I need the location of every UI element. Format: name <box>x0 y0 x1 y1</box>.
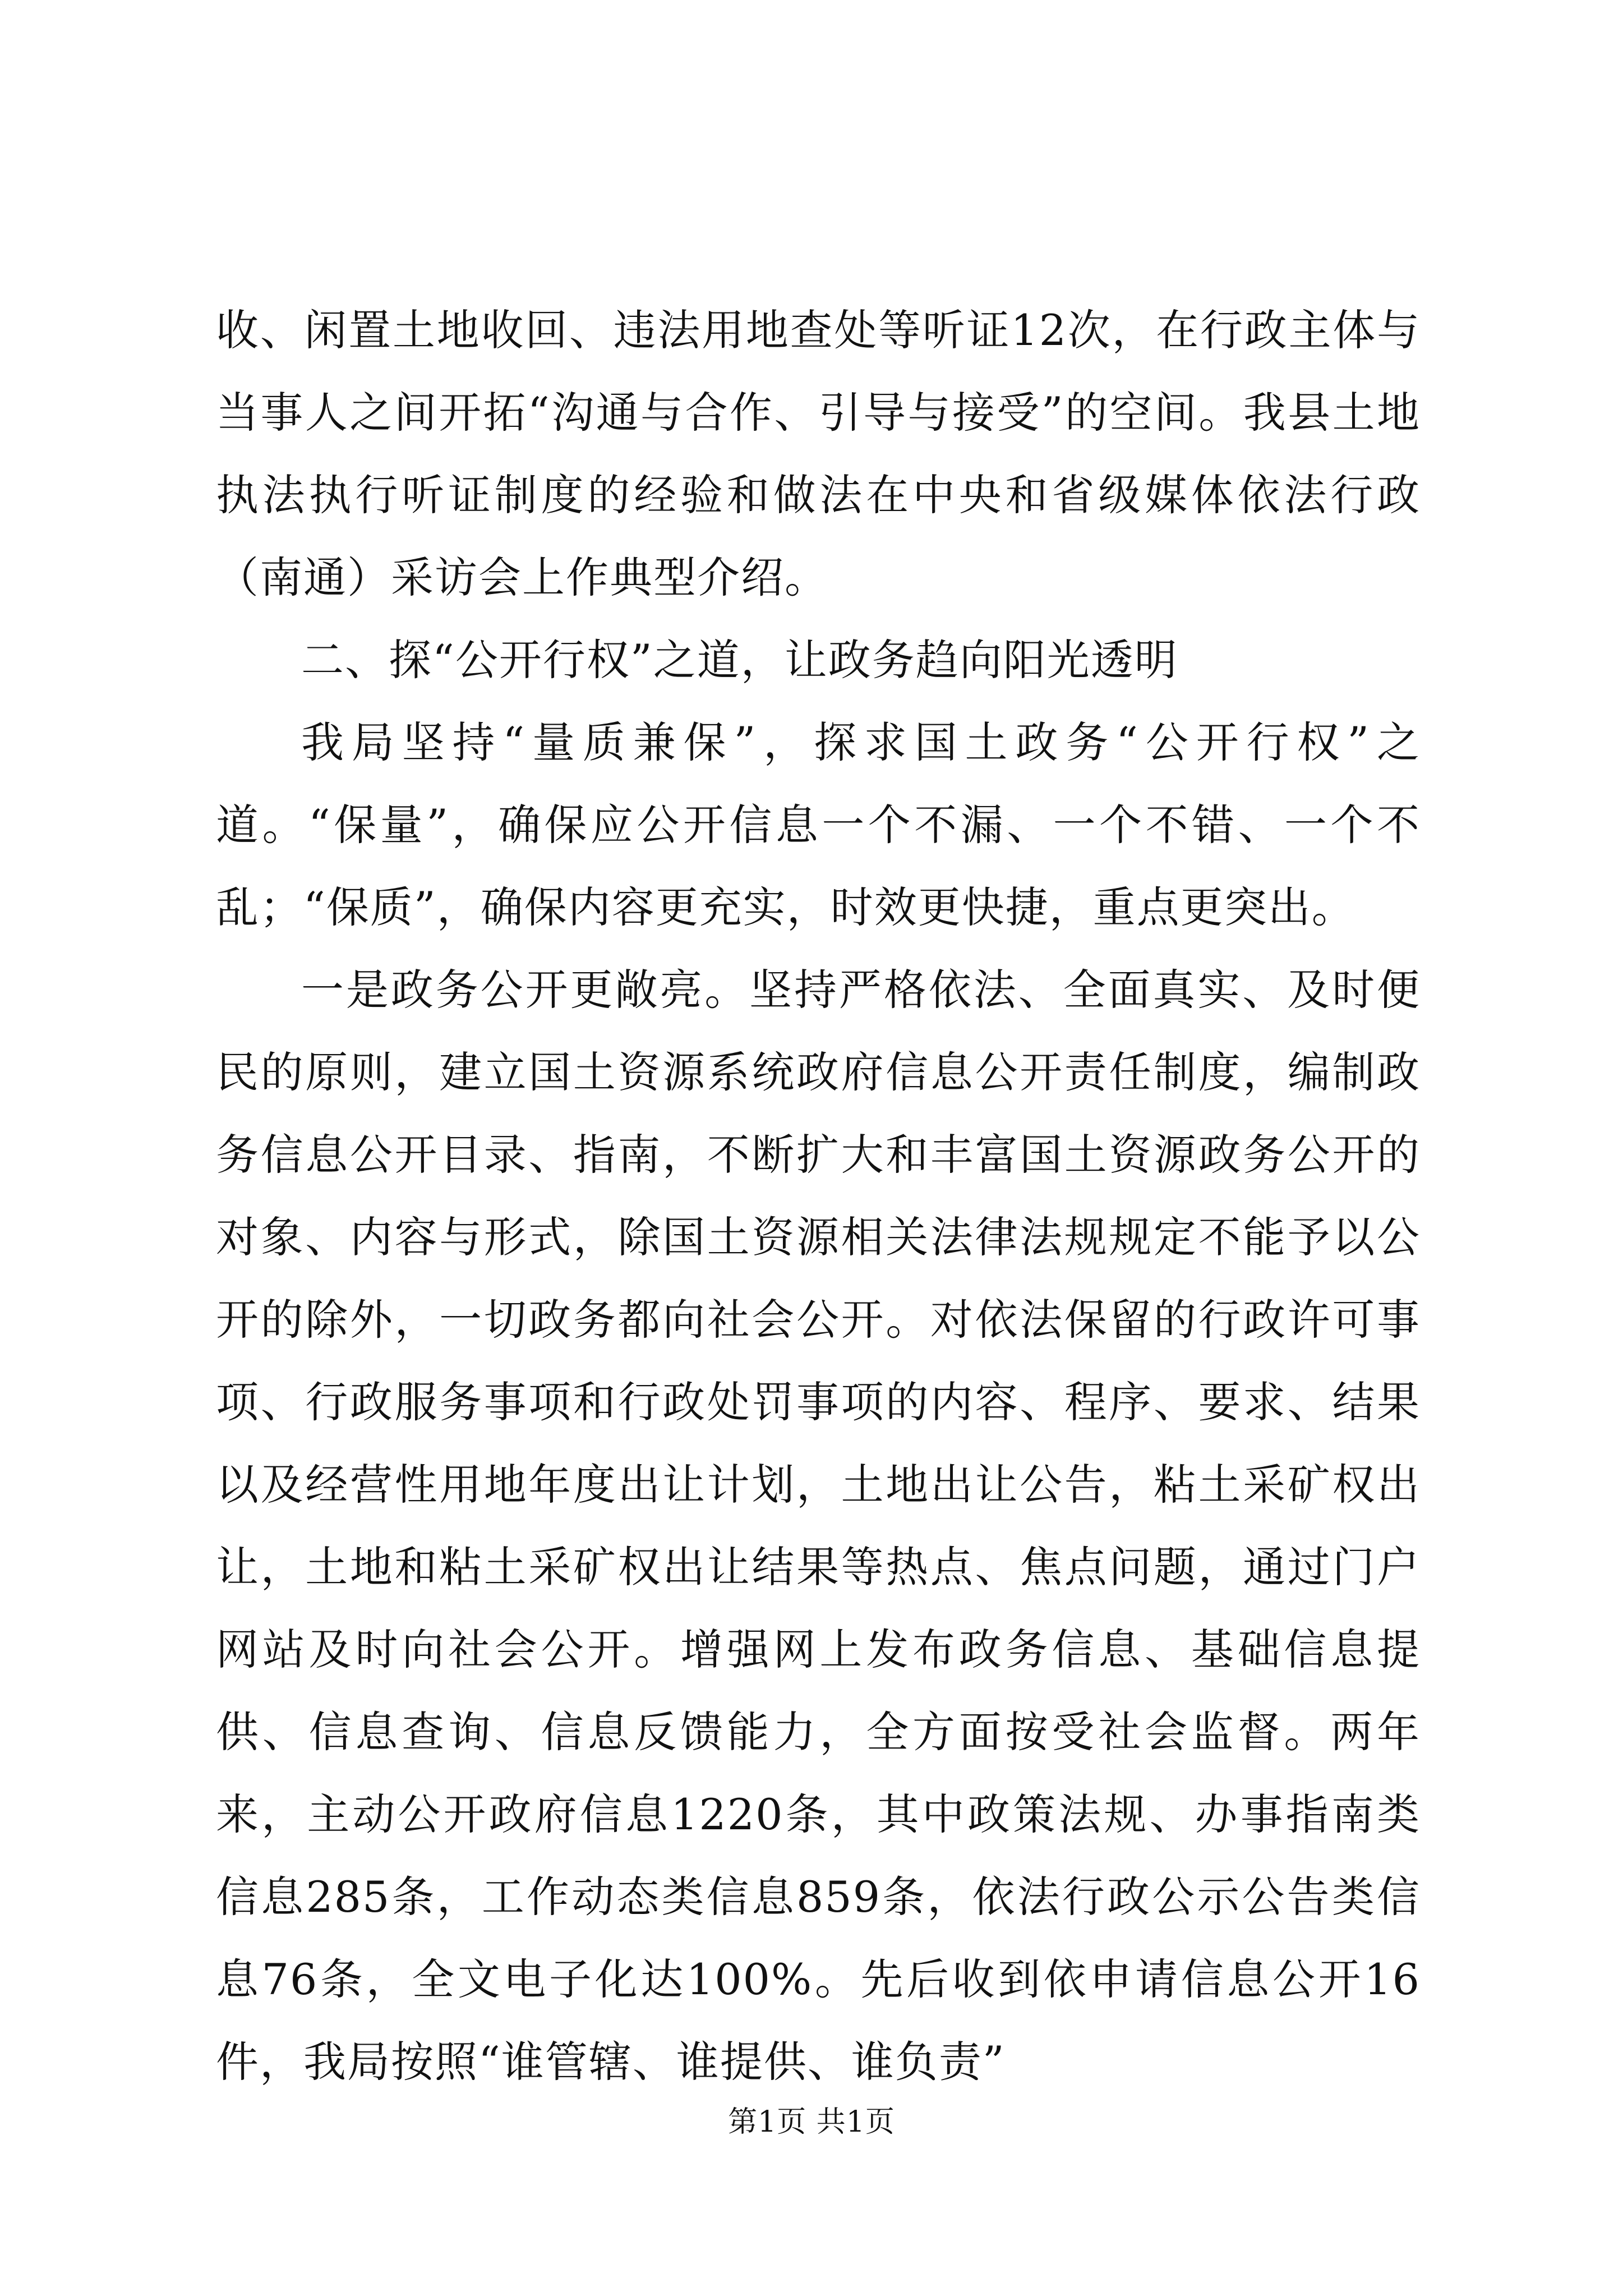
paragraph-point-one: 一是政务公开更敞亮。坚持严格依法、全面真实、及时便民的原则，建立国土资源系统政府信息公开责任制度，编制政务信息公开目录、指南，不断扩大和丰富国土资源政务公开的对象、内容与形式，除国土资源相关法律法规规定不能予以公开的除外，一切政务都向社会公开。对依法保留的行政许可事项、行政服务事项和行政处罚事项的内容、程序、要求、结果以及经营性用地年度出让计划，土地出让公告，粘土采矿权出让，土地和粘土采矿权出让结果等热点、焦点问题，通过门户网站及时向社会公开。增强网上发布政务信息、基础信息提供、信息查询、信息反馈能力，全方面按受社会监督。两年来，主动公开政府信息1220条，其中政策法规、办事指南类信息285条，工作动态类信息859条，依法行政公示公告类信息76条，全文电子化达100%。先后收到依申请信息公开16件，我局按照“谁管辖、谁提供、谁负责” <box>216 965 1421 2087</box>
paragraph-continuation: 收、闲置土地收回、违法用地查处等听证12次，在行政主体与当事人之间开拓“沟通与合作、引导与接受”的空间。我县土地执法执行听证制度的经验和做法在中央和省级媒体依法行政（南通）采访会上作典型介绍。 <box>216 305 1421 602</box>
page-footer: 第1页 共1页 <box>728 2105 895 2139</box>
section-heading: 二、探“公开行权”之道，让政务趋向阳光透明 <box>301 635 1178 685</box>
paragraph-intro: 我局坚持“量质兼保”，探求国土政务“公开行权”之道。“保量”，确保应公开信息一个不漏、一个不错、一个不乱；“保质”，确保内容更充实，时效更快捷，重点更突出。 <box>216 717 1421 932</box>
document-body <box>216 289 1421 2103</box>
